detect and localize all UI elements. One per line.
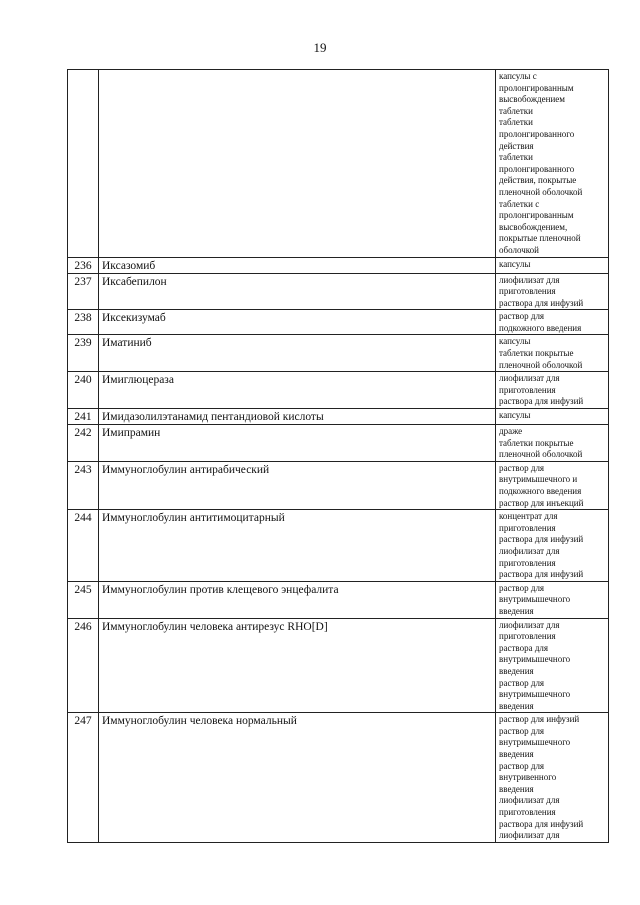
dosage-forms [496, 581, 609, 618]
drug-name: Иммуноглобулин человека нормальный [99, 713, 496, 843]
dosage-forms [496, 425, 609, 462]
table-row [68, 713, 609, 843]
dosage-form-line: приготовления [499, 631, 556, 642]
dosage-form-line: лиофилизат для [499, 545, 560, 556]
dosage-form-line: раствор для [499, 582, 545, 593]
dosage-form-line: раствора для [499, 642, 549, 653]
dosage-form-line: введения [499, 783, 534, 794]
dosage-form-line: пролонгированного [499, 163, 575, 174]
dosage-form-line: раствор для [499, 462, 545, 473]
dosage-form-line: приготовления [499, 522, 556, 533]
dosage-form-line: внутримышечного [499, 654, 571, 665]
dosage-form-line: лиофилизат для [499, 373, 560, 384]
dosage-form-line: пленочной оболочкой [499, 359, 583, 370]
dosage-form-line: внутримышечного [499, 737, 571, 748]
dosage-form-line: раствор для [499, 311, 545, 322]
dosage-form-line: оболочкой [499, 244, 539, 255]
dosage-forms [496, 70, 609, 258]
dosage-form-line: пленочной оболочкой [499, 186, 583, 197]
dosage-form-line: приготовления [499, 384, 556, 395]
dosage-form-line: подкожного введения [499, 322, 582, 333]
drug-name: Имипрамин [99, 425, 496, 462]
row-number: 242 [68, 425, 99, 462]
dosage-form-line: действия, покрытые [499, 175, 577, 186]
table-row [68, 581, 609, 618]
row-number: 238 [68, 310, 99, 335]
row-number: 239 [68, 335, 99, 372]
table-body [68, 70, 609, 843]
row-number: 244 [68, 510, 99, 582]
dosage-forms [496, 273, 609, 310]
dosage-form-line: раствора для инфузий [499, 818, 584, 829]
row-number [68, 70, 99, 258]
drug-name: Иммуноглобулин антирабический [99, 461, 496, 509]
row-number: 243 [68, 461, 99, 509]
dosage-form-line: внутримышечного [499, 594, 571, 605]
dosage-forms [496, 372, 609, 409]
table-row [68, 335, 609, 372]
dosage-form-line: приготовления [499, 557, 556, 568]
table-row [68, 273, 609, 310]
dosage-form-line: пролонгированным [499, 82, 574, 93]
dosage-form-line: лиофилизат для [499, 274, 560, 285]
dosage-form-line: драже [499, 426, 523, 437]
dosage-form-line: раствор для [499, 725, 545, 736]
dosage-form-line: внутримышечного и [499, 474, 578, 485]
table-row [68, 70, 609, 258]
dosage-form-line: пленочной оболочкой [499, 449, 583, 460]
dosage-forms [496, 335, 609, 372]
dosage-form-line: раствор для [499, 760, 545, 771]
table-row [68, 510, 609, 582]
row-number: 236 [68, 257, 99, 273]
dosage-form-line: введения [499, 700, 534, 711]
dosage-form-line: капсулы [499, 410, 531, 421]
row-number: 246 [68, 618, 99, 713]
dosage-form-line: лиофилизат для [499, 795, 560, 806]
dosage-form-line: раствор для инфузий [499, 714, 580, 725]
dosage-form-line: введения [499, 605, 534, 616]
dosage-form-line: капсулы с [499, 71, 537, 81]
dosage-form-line: лиофилизат для [499, 619, 560, 630]
dosage-form-line: введения [499, 665, 534, 676]
dosage-forms [496, 409, 609, 425]
dosage-form-line: приготовления [499, 286, 556, 297]
drug-name: Иксекизумаб [99, 310, 496, 335]
dosage-form-line: высвобождением [499, 94, 565, 105]
dosage-form-line: покрытые пленочной [499, 233, 581, 244]
dosage-form-line: раствор для инъекций [499, 497, 584, 508]
dosage-form-line: раствора для инфузий [499, 297, 584, 308]
dosage-forms [496, 310, 609, 335]
dosage-form-line: пролонгированного [499, 128, 575, 139]
table-row [68, 310, 609, 335]
table-row [68, 372, 609, 409]
dosage-forms [496, 257, 609, 273]
row-number: 245 [68, 581, 99, 618]
drug-name [99, 70, 496, 258]
dosage-form-line: высвобождением, [499, 221, 568, 232]
row-number: 237 [68, 273, 99, 310]
dosage-forms [496, 461, 609, 509]
dosage-form-line: концентрат для [499, 511, 558, 522]
dosage-form-line: раствора для инфузий [499, 534, 584, 545]
dosage-forms [496, 713, 609, 843]
dosage-form-line: капсулы [499, 258, 531, 269]
dosage-form-line: таблетки [499, 152, 534, 163]
dosage-form-line: раствора для инфузий [499, 569, 584, 580]
drug-table [67, 69, 609, 843]
table-row [68, 425, 609, 462]
dosage-forms [496, 510, 609, 582]
drug-name: Имиглюцераза [99, 372, 496, 409]
table-row [68, 257, 609, 273]
dosage-form-line: пролонгированным [499, 210, 574, 221]
drug-name: Иксабепилон [99, 273, 496, 310]
dosage-form-line: лиофилизат для [499, 830, 560, 841]
dosage-form-line: таблетки [499, 105, 534, 116]
dosage-form-line: приготовления [499, 807, 556, 818]
row-number: 247 [68, 713, 99, 843]
dosage-form-line: таблетки с [499, 198, 540, 209]
drug-name: Иматиниб [99, 335, 496, 372]
dosage-form-line: подкожного введения [499, 486, 582, 496]
drug-name: Иммуноглобулин антитимоцитарный [99, 510, 496, 582]
dosage-form-line: таблетки покрытые [499, 437, 574, 448]
dosage-form-line: действия [499, 140, 534, 151]
dosage-form-line: капсулы [499, 336, 531, 347]
page-number: 19 [313, 40, 327, 55]
dosage-form-line: раствора для инфузий [499, 396, 584, 407]
table-row [68, 461, 609, 509]
dosage-form-line: внутримышечного [499, 689, 571, 700]
dosage-form-line: таблетки [499, 117, 534, 128]
row-number: 241 [68, 409, 99, 425]
drug-name: Иммуноглобулин против клещевого энцефалита [99, 581, 496, 618]
drug-name: Имидазолилэтанамид пентандиовой кислоты [99, 409, 496, 425]
row-number: 240 [68, 372, 99, 409]
dosage-form-line: раствор для [499, 677, 545, 688]
drug-name: Иксазомиб [99, 257, 496, 273]
table-row [68, 618, 609, 713]
drug-name: Иммуноглобулин человека антирезус RHO[D] [99, 618, 496, 713]
dosage-form-line: внутривенного [499, 772, 557, 783]
dosage-form-line: введения [499, 749, 534, 760]
dosage-forms [496, 618, 609, 713]
table-row [68, 409, 609, 425]
dosage-form-line: таблетки покрытые [499, 348, 574, 359]
